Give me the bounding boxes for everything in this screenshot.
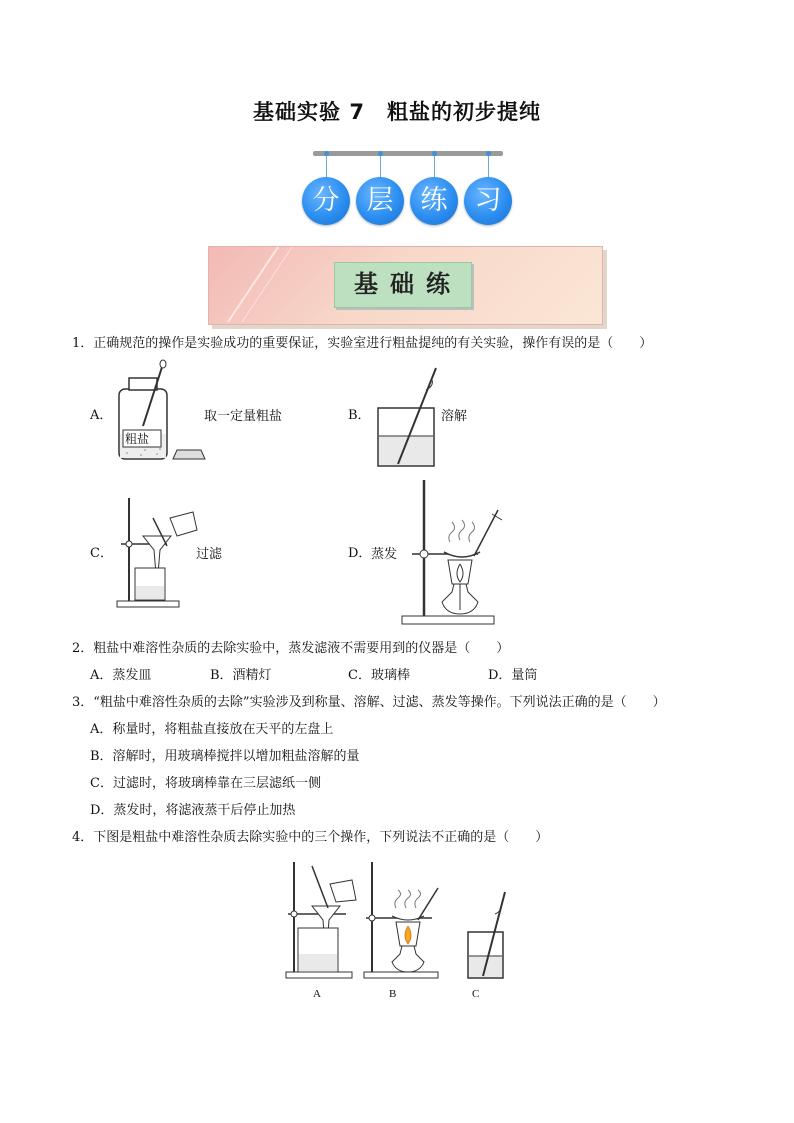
- q1-option-a-text: 取一定量粗盐: [204, 409, 283, 424]
- figure-label-b: B: [389, 988, 397, 1000]
- q3-option-c: C．过滤时，将玻璃棒靠在三层滤纸一侧: [90, 776, 321, 791]
- q1-option-d-text: 蒸发: [371, 547, 398, 562]
- decor-bar: [313, 151, 503, 156]
- question-3-stem: 3．“粗盐中难溶性杂质的去除”实验涉及到称量、溶解、过滤、蒸发等操作。下列说法正确的是（ ）: [72, 695, 666, 710]
- question-1-stem: 1．正确规范的操作是实验成功的重要保证，实验室进行粗盐提纯的有关实验，操作有误的是（ ）: [72, 336, 653, 351]
- q3-option-a: A．称量时，将粗盐直接放在天平的左盘上: [90, 722, 334, 737]
- decor-dot: [432, 151, 437, 156]
- page-title: 基础实验 7 粗盐的初步提纯: [253, 100, 541, 124]
- q2-option-d: D．量筒: [488, 668, 538, 683]
- decor-dot: [378, 151, 383, 156]
- q1-option-c-letter: C．: [90, 546, 113, 561]
- section-circle-1: 分: [302, 177, 350, 225]
- section-circle-3: 练: [410, 177, 458, 225]
- q3-option-d: D．蒸发时，将滤液蒸干后停止加热: [90, 803, 296, 818]
- figure-label-a: A: [313, 988, 321, 1000]
- q1-option-c-text: 过滤: [196, 547, 223, 562]
- q1-option-b-text: 溶解: [441, 409, 468, 424]
- salt-bottle-icon: [113, 364, 208, 464]
- q1-option-d-letter: D．: [348, 546, 372, 561]
- question-4-stem: 4．下图是粗盐中难溶性杂质去除实验中的三个操作，下列说法不正确的是（ ）: [72, 830, 549, 845]
- decor-dot: [486, 151, 491, 156]
- q1-option-b-letter: B．: [348, 408, 371, 423]
- section-circle-2: 层: [356, 177, 404, 225]
- figure-b-evaporation-icon: [362, 862, 452, 982]
- question-2-stem: 2．粗盐中难溶性杂质的去除实验中，蒸发滤液不需要用到的仪器是（ ）: [72, 641, 510, 656]
- figure-label-c: C: [472, 988, 480, 1000]
- bottle-label: 粗盐: [125, 432, 150, 446]
- q2-option-b: B．酒精灯: [210, 668, 272, 683]
- banner-label: 基础练: [354, 270, 462, 298]
- evaporation-setup-icon: [398, 480, 518, 625]
- q2-option-c: C．玻璃棒: [348, 668, 410, 683]
- figure-c-dissolve-icon: [465, 890, 515, 980]
- decor-dot: [324, 151, 329, 156]
- q1-option-a-letter: A．: [90, 408, 113, 423]
- q2-option-a: A．蒸发皿: [90, 668, 152, 683]
- figure-a-filtration-icon: [282, 862, 362, 982]
- q3-option-b: B．溶解时，用玻璃棒搅拌以增加粗盐溶解的量: [90, 749, 360, 764]
- beaker-dissolve-icon: [374, 368, 449, 468]
- section-circle-4: 习: [464, 177, 512, 225]
